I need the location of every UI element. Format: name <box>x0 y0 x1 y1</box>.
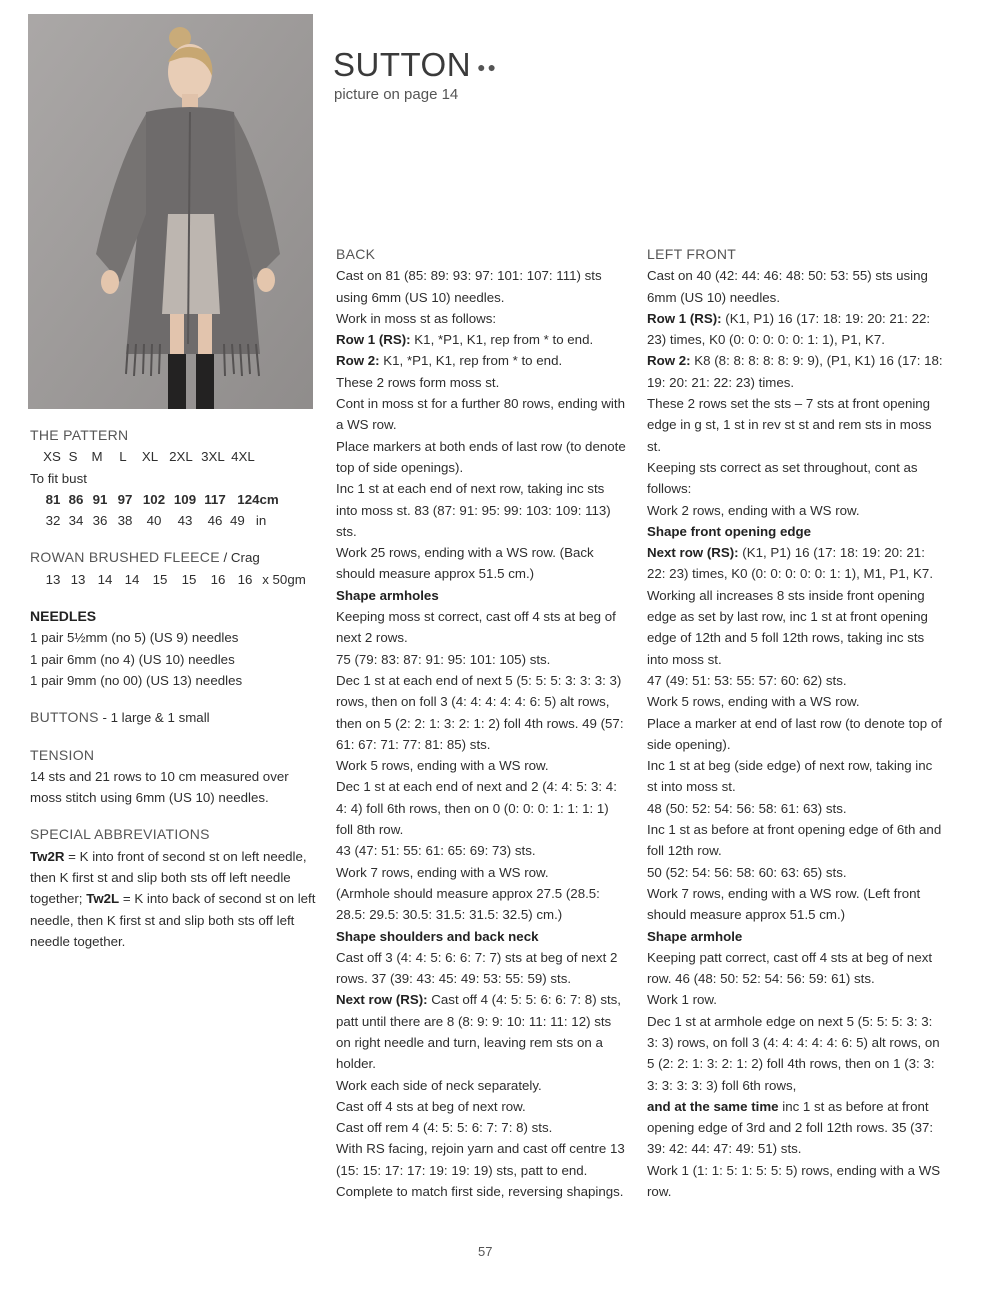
bust-in: 49 <box>230 513 245 529</box>
bust-in: 40 <box>146 513 162 529</box>
instruction: These 2 rows form moss st. <box>336 374 500 390</box>
ball-count: 13 <box>45 571 61 587</box>
the-pattern-heading: THE PATTERN <box>30 427 129 443</box>
bust-cm-row <box>30 489 286 510</box>
difficulty-dots: ●● <box>477 59 498 76</box>
size-label: L <box>119 449 127 465</box>
instruction: Keeping moss st correct, cast off 4 sts at beg of next 2 rows. <box>336 609 616 646</box>
instruction: 75 (79: 83: 87: 91: 95: 101: 105) sts. <box>336 651 551 667</box>
instruction: Dec 1 st at each end of next 5 (5: 5: 5: 3: 3: 3: 3) rows, then on foll 3 (4: 4: 4: 4: 4: 6: 5) alt rows, then on 5 (2: 2: 1: 3: 2: 1: 2) foll 4th rows. 49 (57: 61: 67: 71: 77: 81: 85) sts. <box>336 672 624 752</box>
instruction: Work in moss st as follows: <box>336 310 497 326</box>
instruction: Cont in moss st for a further 80 rows, ending with a WS row. <box>336 396 625 433</box>
ball-count: 15 <box>152 571 168 587</box>
special-abbreviations-heading: SPECIAL ABBREVIATIONS <box>30 826 210 843</box>
sizes-table <box>30 446 258 467</box>
buttons-line <box>30 707 320 728</box>
size-label: 3XL <box>201 449 225 465</box>
instruction: Work 5 rows, ending with a WS row. <box>336 758 549 774</box>
emphasis-label: and at the same time <box>647 1098 779 1114</box>
bust-cm: 109 <box>173 491 197 507</box>
instruction: Work 1 row. <box>647 992 717 1008</box>
instruction: Complete to match first side, reversing shapings. <box>336 1184 624 1200</box>
yarn-line <box>30 547 320 568</box>
instruction: 43 (47: 51: 55: 61: 65: 69: 73) sts. <box>336 843 536 859</box>
size-label: M <box>91 449 103 465</box>
bust-cm: 102 <box>142 491 166 507</box>
size-labels-row <box>30 446 258 467</box>
instruction: Cast off rem 4 (4: 5: 5: 6: 7: 7: 8) sts. <box>336 1120 553 1136</box>
buttons-heading: BUTTONS <box>30 709 99 726</box>
yarn-balls-row <box>30 569 310 590</box>
ball-unit: x 50gm <box>262 571 306 587</box>
row-label: Row 1 (RS): <box>647 310 722 326</box>
abbreviations-text <box>30 846 320 952</box>
instruction: Keeping sts correct as set throughout, cont as follows: <box>647 459 918 497</box>
ball-count: 14 <box>124 571 140 587</box>
row-text: K8 (8: 8: 8: 8: 8: 9: 9), (P1, K1) 16 (17: 18: 19: 20: 21: 22: 23) times. <box>647 353 943 390</box>
left-front-heading: LEFT FRONT <box>647 246 737 262</box>
buttons-text: - 1 large & 1 small <box>98 710 210 726</box>
instruction <box>336 350 628 371</box>
bust-cm: 124cm <box>237 491 279 507</box>
fit-bust-label: To fit bust <box>30 470 87 486</box>
size-label: 4XL <box>231 449 255 465</box>
instruction <box>336 329 628 350</box>
yarn-quantity-table <box>30 569 310 590</box>
needle-item: 1 pair 5½mm (no 5) (US 9) needles <box>30 630 239 646</box>
ball-count: 16 <box>237 571 253 587</box>
bust-cm: 117 <box>204 491 226 507</box>
yarn-heading: ROWAN BRUSHED FLEECE <box>30 549 220 566</box>
ball-count: 15 <box>181 571 197 587</box>
left-front-section <box>647 244 943 1202</box>
row-label: Row 2: <box>336 353 380 369</box>
instruction: Keeping patt correct, cast off 4 sts at beg of next row. 46 (48: 50: 52: 54: 56: 59: 61) sts. <box>647 949 933 987</box>
bust-inches-row <box>30 510 286 531</box>
pattern-info-column <box>30 425 320 952</box>
shape-front-opening-heading: Shape front opening edge <box>647 523 811 539</box>
tension-heading: TENSION <box>30 746 95 763</box>
instruction: (Armhole should measure approx 27.5 (28.5: 28.5: 29.5: 30.5: 31.5: 31.5: 32.5) cm.) <box>336 885 600 923</box>
instruction: Work each side of neck separately. <box>336 1077 542 1093</box>
instruction: Place a marker at end of last row (to denote top of side opening). <box>647 715 942 752</box>
bust-in: 34 <box>68 513 84 529</box>
bust-cm: 91 <box>92 491 108 507</box>
bust-cm: 97 <box>117 491 133 507</box>
instruction: 50 (52: 54: 56: 58: 60: 63: 65) sts. <box>647 864 847 880</box>
pattern-title-text: SUTTON <box>333 46 472 83</box>
row-text: (K1, P1) 16 (17: 18: 19: 20: 21: 22: 23) times, K0 (0: 0: 0: 0: 0: 1: 1), P1, K7. <box>647 310 931 348</box>
row-label: Row 2: <box>647 353 691 369</box>
ball-count: 16 <box>210 571 226 587</box>
instruction: 48 (50: 52: 54: 56: 58: 61: 63) sts. <box>647 800 847 816</box>
instruction: Work 2 rows, ending with a WS row. <box>647 502 860 518</box>
needles-heading: NEEDLES <box>30 608 97 625</box>
bust-cm: 81 <box>45 491 61 507</box>
instruction <box>336 989 628 1074</box>
picture-reference: picture on page 14 <box>334 86 459 103</box>
tension-text: 14 sts and 21 rows to 10 cm measured over moss stitch using 6mm (US 10) needles. <box>30 768 289 806</box>
bust-in: 46 <box>207 513 223 529</box>
instruction <box>647 308 943 351</box>
instruction: Work 25 rows, ending with a WS row. (Back should measure approx 51.5 cm.) <box>336 545 594 582</box>
row-text: K1, *P1, K1, rep from * to end. <box>379 353 563 369</box>
page-number: 57 <box>478 1244 493 1259</box>
instruction: Cast on 40 (42: 44: 46: 48: 50: 53: 55) sts using 6mm (US 10) needles. <box>647 268 928 305</box>
model-photo <box>28 14 313 409</box>
instruction <box>647 350 943 393</box>
instruction: 47 (49: 51: 53: 55: 57: 60: 62) sts. <box>647 672 847 688</box>
row-text: inc 1 st as before at front opening edge of 3rd and 2 foll 12th rows. 35 (37: 39: 42: 44: 47: 49: 51) sts. <box>647 1098 934 1157</box>
instruction <box>647 1096 943 1160</box>
bust-measurements-table <box>30 489 286 532</box>
ball-count: 14 <box>97 571 113 587</box>
ball-count: 13 <box>70 571 86 587</box>
row-text: (K1, P1) 16 (17: 18: 19: 20: 21: 22: 23) times, K0 (0: 0: 0: 0: 0: 1: 1), M1, P1, K7. <box>647 545 934 582</box>
row-label: Next row (RS): <box>336 992 428 1008</box>
instruction: Cast off 4 sts at beg of next row. <box>336 1098 526 1114</box>
needle-item: 1 pair 9mm (no 00) (US 13) needles <box>30 672 243 688</box>
shape-armholes-heading: Shape armholes <box>336 587 439 603</box>
size-label: 2XL <box>169 449 193 465</box>
instruction: Dec 1 st at each end of next and 2 (4: 4: 5: 3: 4: 4: 4) foll 6th rows, then on 0 (0: 0: 0: 1: 1: 1: 1) foll 8th row. <box>336 779 617 838</box>
yarn-color: / Crag <box>219 550 260 566</box>
instruction: Inc 1 st at beg (side edge) of next row, taking inc st into moss st. <box>647 758 933 795</box>
instruction: These 2 rows set the sts – 7 sts at front opening edge in g st, 1 st in rev st st and rem sts in moss st. <box>647 396 932 454</box>
back-section <box>336 244 628 1202</box>
row-label: Next row (RS): <box>647 545 739 561</box>
instruction: Dec 1 st at armhole edge on next 5 (5: 5: 5: 3: 3: 3: 3) rows, on foll 3 (4: 4: 4: 4: 4: 6: 5) alt rows, on 5 (2: 2: 1: 3: 2: 1: 2) foll 4th rows, then on 1 (3: 3: 3: 3: 3: 3: 3) foll 6th rows, <box>647 1013 940 1093</box>
bust-in: 32 <box>45 513 61 529</box>
instruction: Working all increases 8 sts inside front opening edge as set by last row, inc 1 st at front opening edge of 12th and 5 foll 12th rows, taking inc sts into moss st. <box>647 587 928 667</box>
bust-in: 36 <box>92 513 108 529</box>
shape-shoulders-heading: Shape shoulders and back neck <box>336 928 539 944</box>
instruction: Work 7 rows, ending with a WS row. (Left front should measure approx 51.5 cm.) <box>647 885 921 923</box>
needle-item: 1 pair 6mm (no 4) (US 10) needles <box>30 651 235 667</box>
row-label: Row 1 (RS): <box>336 332 411 348</box>
instruction: Cast on 81 (85: 89: 93: 97: 101: 107: 111) sts using 6mm (US 10) needles. <box>336 268 602 305</box>
shape-armhole-heading: Shape armhole <box>647 928 743 944</box>
instruction: Inc 1 st at each end of next row, taking inc sts into moss st. 83 (87: 91: 95: 99: 103: 109: 113) sts. <box>336 481 611 539</box>
size-label: S <box>68 449 78 465</box>
instruction: Work 1 (1: 1: 5: 1: 5: 5: 5) rows, ending with a WS row. <box>647 1162 941 1200</box>
row-text: K1, *P1, K1, rep from * to end. <box>410 332 594 348</box>
instruction: Cast off 3 (4: 4: 5: 6: 6: 7: 7) sts at beg of next 2 rows. 37 (39: 43: 45: 49: 53: 55: 59) sts. <box>336 949 618 987</box>
coat-illustration <box>28 14 313 409</box>
pattern-title <box>333 46 498 84</box>
bust-in: 38 <box>117 513 133 529</box>
instruction: With RS facing, rejoin yarn and cast off centre 13 (15: 15: 17: 17: 19: 19: 19) sts, patt to end. <box>336 1141 625 1178</box>
instruction: Work 5 rows, ending with a WS row. <box>647 694 860 710</box>
back-heading: BACK <box>336 246 376 262</box>
bust-cm: 86 <box>68 491 84 507</box>
abbr-tw2r-def: = K into front of second st on left needle, then K first st and slip both sts off left needle together; <box>30 848 307 907</box>
instruction: Inc 1 st as before at front opening edge of 6th and foll 12th row. <box>647 822 942 859</box>
row-text: Cast off 4 (4: 5: 5: 6: 6: 7: 8) sts, patt until there are 8 (8: 9: 9: 10: 11: 11: 12) sts on right needle and turn, leaving rem sts on a holder. <box>336 992 621 1072</box>
abbr-tw2r: Tw2R <box>30 848 65 864</box>
instruction: Work 7 rows, ending with a WS row. <box>336 864 549 880</box>
abbr-tw2l-def: = K into back of second st on left needle, then K first st and slip both sts off left needle together. <box>30 891 316 949</box>
abbr-tw2l: Tw2L <box>86 891 120 907</box>
instruction <box>647 542 943 585</box>
size-label: XS <box>43 449 61 465</box>
bust-in-unit: in <box>255 513 267 529</box>
size-label: XL <box>141 449 159 465</box>
bust-in: 43 <box>177 513 193 529</box>
instruction: Place markers at both ends of last row (to denote top of side openings). <box>336 438 626 475</box>
